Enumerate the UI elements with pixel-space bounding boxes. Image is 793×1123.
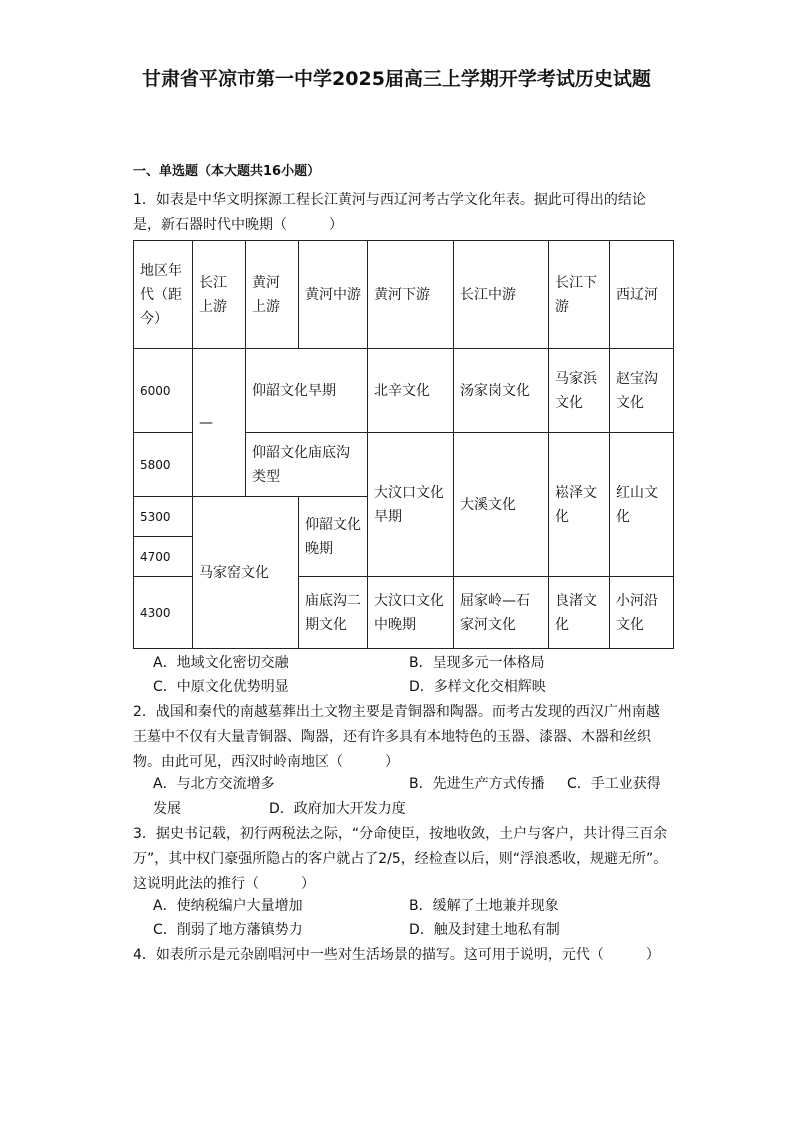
cell-hongshan: 红山文化 (610, 433, 674, 577)
q2-option-c[interactable]: C．手工业获得 (567, 776, 661, 792)
q3-option-c[interactable]: C．削弱了地方藩镇势力 (153, 922, 303, 938)
culture-chronology-table (133, 240, 674, 649)
year-5300: 5300 (134, 497, 193, 537)
cell-majiayao: 马家窑文化 (193, 497, 299, 649)
question-3-stem: 3．据史书记载，初行两税法之际，“分命使臣，按地收敛，土户与客户，共计得三百余万”，其中权门豪强所隐占的客户就占了2/5，经检查以后，则“浮浪悉收，规避无所”。这说明此法的推行（ ） (133, 826, 668, 892)
header-yellow-lower: 黄河下游 (368, 241, 454, 349)
header-yellow-upper: 黄河上游 (246, 241, 299, 349)
cell-yangshao-miaodigou: 仰韶文化庙底沟类型 (246, 433, 368, 497)
q2-option-b[interactable]: B．先进生产方式传播 (409, 776, 545, 792)
question-2-stem: 2．战国和秦代的南越墓葬出土文物主要是青铜器和陶器。而考古发现的西汉广州南越王墓中不仅有大量青铜器、陶器，还有许多具有本地特色的玉器、漆器、木器和丝织物。由此可见，西汉时岭南地区（ ） (133, 704, 660, 770)
cell-songze: 崧泽文化 (549, 433, 610, 577)
exam-title: 甘肃省平凉市第一中学2025届高三上学期开学考试历史试题 (142, 68, 651, 90)
header-yangtze-middle: 长江中游 (454, 241, 549, 349)
q1-option-b[interactable]: B．呈现多元一体格局 (409, 655, 545, 671)
question-1-stem: 1．如表是中华文明探源工程长江黄河与西辽河考古学文化年表。据此可得出的结论是，新石器时代中晚期（ ） (133, 192, 646, 233)
year-6000: 6000 (134, 349, 193, 433)
section-heading: 一、单选题（本大题共16小题） (133, 164, 321, 179)
q2-option-a[interactable]: A．与北方交流增多 (153, 776, 275, 792)
header-region-year: 地区年代（距今） (134, 241, 193, 349)
cell-beixin: 北辛文化 (368, 349, 454, 433)
q2-option-d[interactable]: D．政府加大开发力度 (269, 801, 406, 817)
cell-liangzhu: 良渚文化 (549, 577, 610, 649)
cell-yangtze-upper-early: — (193, 349, 246, 497)
cell-xiaoheyan: 小河沿文化 (610, 577, 674, 649)
header-yangtze-upper: 长江上游 (193, 241, 246, 349)
q3-option-a[interactable]: A．使纳税编户大量增加 (153, 898, 303, 914)
cell-yangshao-early: 仰韶文化早期 (246, 349, 368, 433)
year-4300: 4300 (134, 577, 193, 649)
q3-option-d[interactable]: D．触及封建土地私有制 (409, 922, 560, 938)
cell-majiabang: 马家浜文化 (549, 349, 610, 433)
cell-tangjiagang: 汤家岗文化 (454, 349, 549, 433)
q3-option-b[interactable]: B．缓解了土地兼并现象 (409, 898, 559, 914)
header-yellow-middle: 黄河中游 (299, 241, 368, 349)
year-4700: 4700 (134, 537, 193, 577)
cell-miaodigou-2: 庙底沟二期文化 (299, 577, 368, 649)
table-row (134, 349, 674, 433)
cell-daxi: 大溪文化 (454, 433, 549, 577)
q1-option-d[interactable]: D．多样文化交相辉映 (409, 679, 546, 695)
cell-yangshao-late: 仰韶文化晚期 (299, 497, 368, 577)
q1-option-a[interactable]: A．地域文化密切交融 (153, 655, 289, 671)
cell-qujialing: 屈家岭—石家河文化 (454, 577, 549, 649)
q2-option-c-continued: 发展 (153, 801, 181, 817)
cell-dawenkou-midlate: 大汶口文化中晚期 (368, 577, 454, 649)
cell-zhaobaogou: 赵宝沟文化 (610, 349, 674, 433)
cell-dawenkou-early: 大汶口文化早期 (368, 433, 454, 577)
q1-option-c[interactable]: C．中原文化优势明显 (153, 679, 289, 695)
year-5800: 5800 (134, 433, 193, 497)
header-yangtze-lower: 长江下游 (549, 241, 610, 349)
question-4-stem: 4．如表所示是元杂剧唱河中一些对生活场景的描写。这可用于说明，元代（ ） (133, 947, 660, 963)
table-header-row (134, 241, 674, 349)
header-west-liao: 西辽河 (610, 241, 674, 349)
